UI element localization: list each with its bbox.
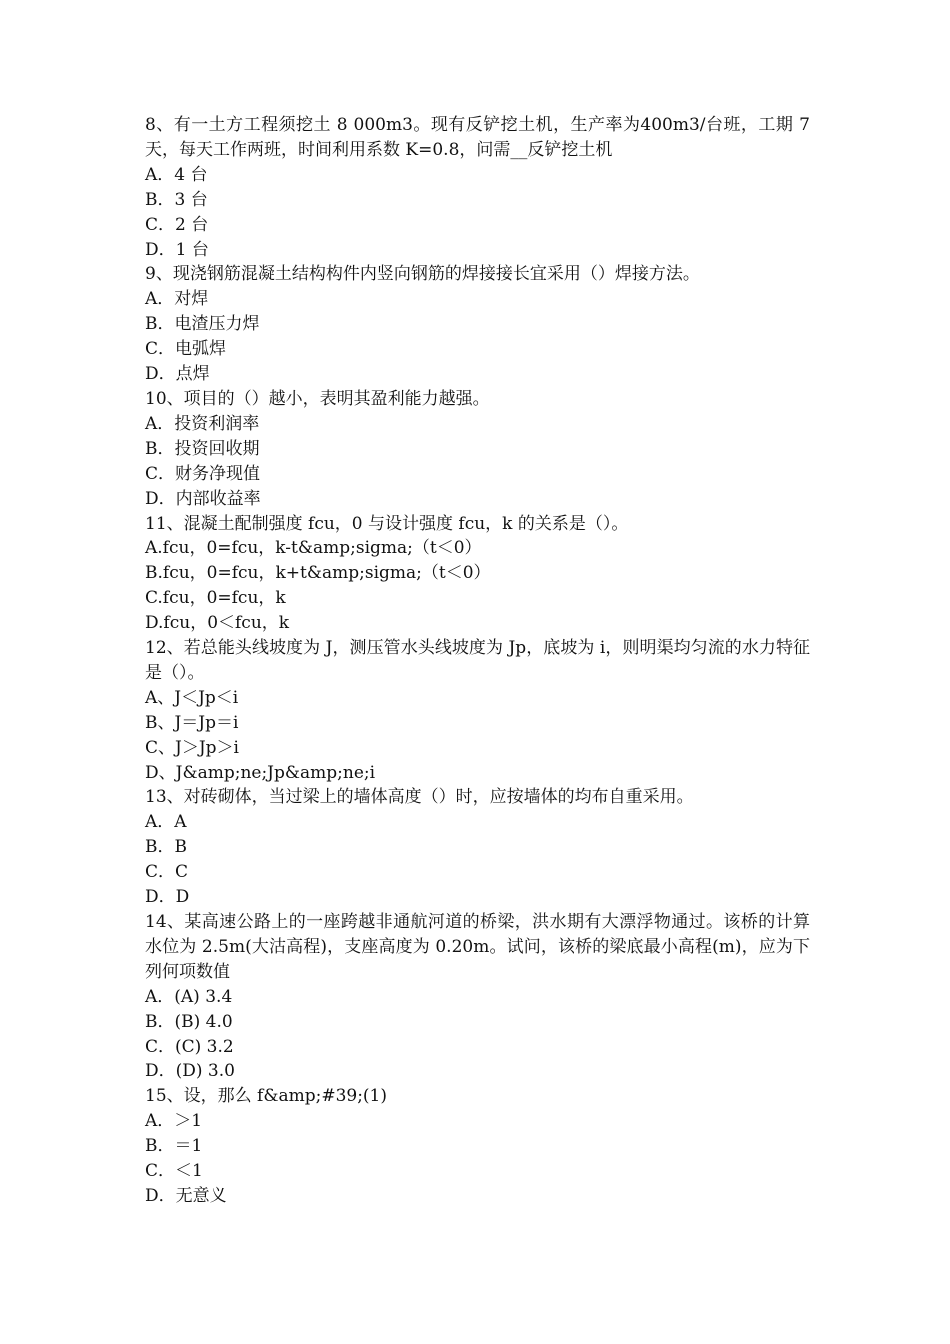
option-d: D．D — [145, 887, 190, 908]
option-c: C．财务净现值 — [145, 463, 261, 484]
option-b: B．＝1 — [145, 1136, 203, 1157]
option-a: A．4 台 — [145, 164, 208, 185]
option-d: D．(D) 3.0 — [145, 1061, 235, 1082]
question-stem: 8、有一土方工程须挖土 8 000m3。现有反铲挖土机，生产率为400m3/台班，工期 7 天，每天工作两班，时间利用系数 K=0.8，问需__反铲挖土机 — [145, 115, 810, 160]
option-b: B．投资回收期 — [145, 438, 260, 459]
question-15 — [145, 1084, 810, 1209]
option-d: D、J&amp;ne;Jp&amp;ne;i — [145, 762, 376, 783]
option-a: A．对焊 — [145, 289, 209, 310]
option-b: B.fcu，0=fcu，k+t&amp;sigma;（t＜0） — [145, 563, 491, 584]
question-stem: 9、现浇钢筋混凝土结构构件内竖向钢筋的焊接接长宜采用（）焊接方法。 — [145, 264, 700, 285]
option-a: A．(A) 3.4 — [145, 986, 233, 1007]
document-page — [145, 113, 810, 1209]
question-stem: 15、设，那么 f&amp;#39;(1) — [145, 1086, 388, 1107]
question-stem: 10、项目的（）越小，表明其盈利能力越强。 — [145, 388, 490, 409]
question-14 — [145, 910, 810, 1084]
option-a: A.fcu，0=fcu，k-t&amp;sigma;（t＜0） — [145, 538, 482, 559]
option-d: D．点焊 — [145, 364, 210, 385]
question-12 — [145, 636, 810, 785]
option-b: B、J＝Jp＝i — [145, 712, 239, 733]
question-10 — [145, 387, 810, 512]
option-c: C.fcu，0=fcu，k — [145, 588, 286, 609]
option-c: C．2 台 — [145, 214, 209, 235]
option-b: B．B — [145, 837, 187, 858]
question-stem: 11、混凝土配制强度 fcu，0 与设计强度 fcu，k 的关系是（）。 — [145, 513, 629, 534]
option-c: C．C — [145, 862, 189, 883]
question-stem: 13、对砖砌体，当过梁上的墙体高度（）时，应按墙体的均布自重采用。 — [145, 787, 694, 808]
option-b: B．电渣压力焊 — [145, 314, 260, 335]
option-c: C．(C) 3.2 — [145, 1036, 234, 1057]
question-9 — [145, 262, 810, 387]
option-c: C．＜1 — [145, 1161, 203, 1182]
option-c: C、J＞Jp＞i — [145, 737, 239, 758]
option-a: A．＞1 — [145, 1111, 203, 1132]
question-stem: 12、若总能头线坡度为 J，测压管水头线坡度为 Jp，底坡为 i，则明渠均匀流的水力特征是（）。 — [145, 638, 810, 683]
option-c: C．电弧焊 — [145, 339, 227, 360]
question-11 — [145, 512, 810, 637]
option-d: D．内部收益率 — [145, 488, 261, 509]
option-b: B．(B) 4.0 — [145, 1011, 233, 1032]
option-d: D.fcu，0＜fcu，k — [145, 613, 290, 634]
option-a: A．投资利润率 — [145, 413, 260, 434]
option-d: D．1 台 — [145, 239, 209, 260]
question-8 — [145, 113, 810, 262]
option-d: D．无意义 — [145, 1185, 227, 1206]
option-b: B．3 台 — [145, 189, 208, 210]
question-13 — [145, 785, 810, 910]
option-a: A、J＜Jp＜i — [145, 687, 239, 708]
option-a: A．A — [145, 812, 187, 833]
question-stem: 14、某高速公路上的一座跨越非通航河道的桥梁，洪水期有大漂浮物通过。该桥的计算水位为 2.5m(大沽高程)，支座高度为 0.20m。试问，该桥的梁底最小高程(m)，应为下列何项数值 — [145, 912, 810, 982]
